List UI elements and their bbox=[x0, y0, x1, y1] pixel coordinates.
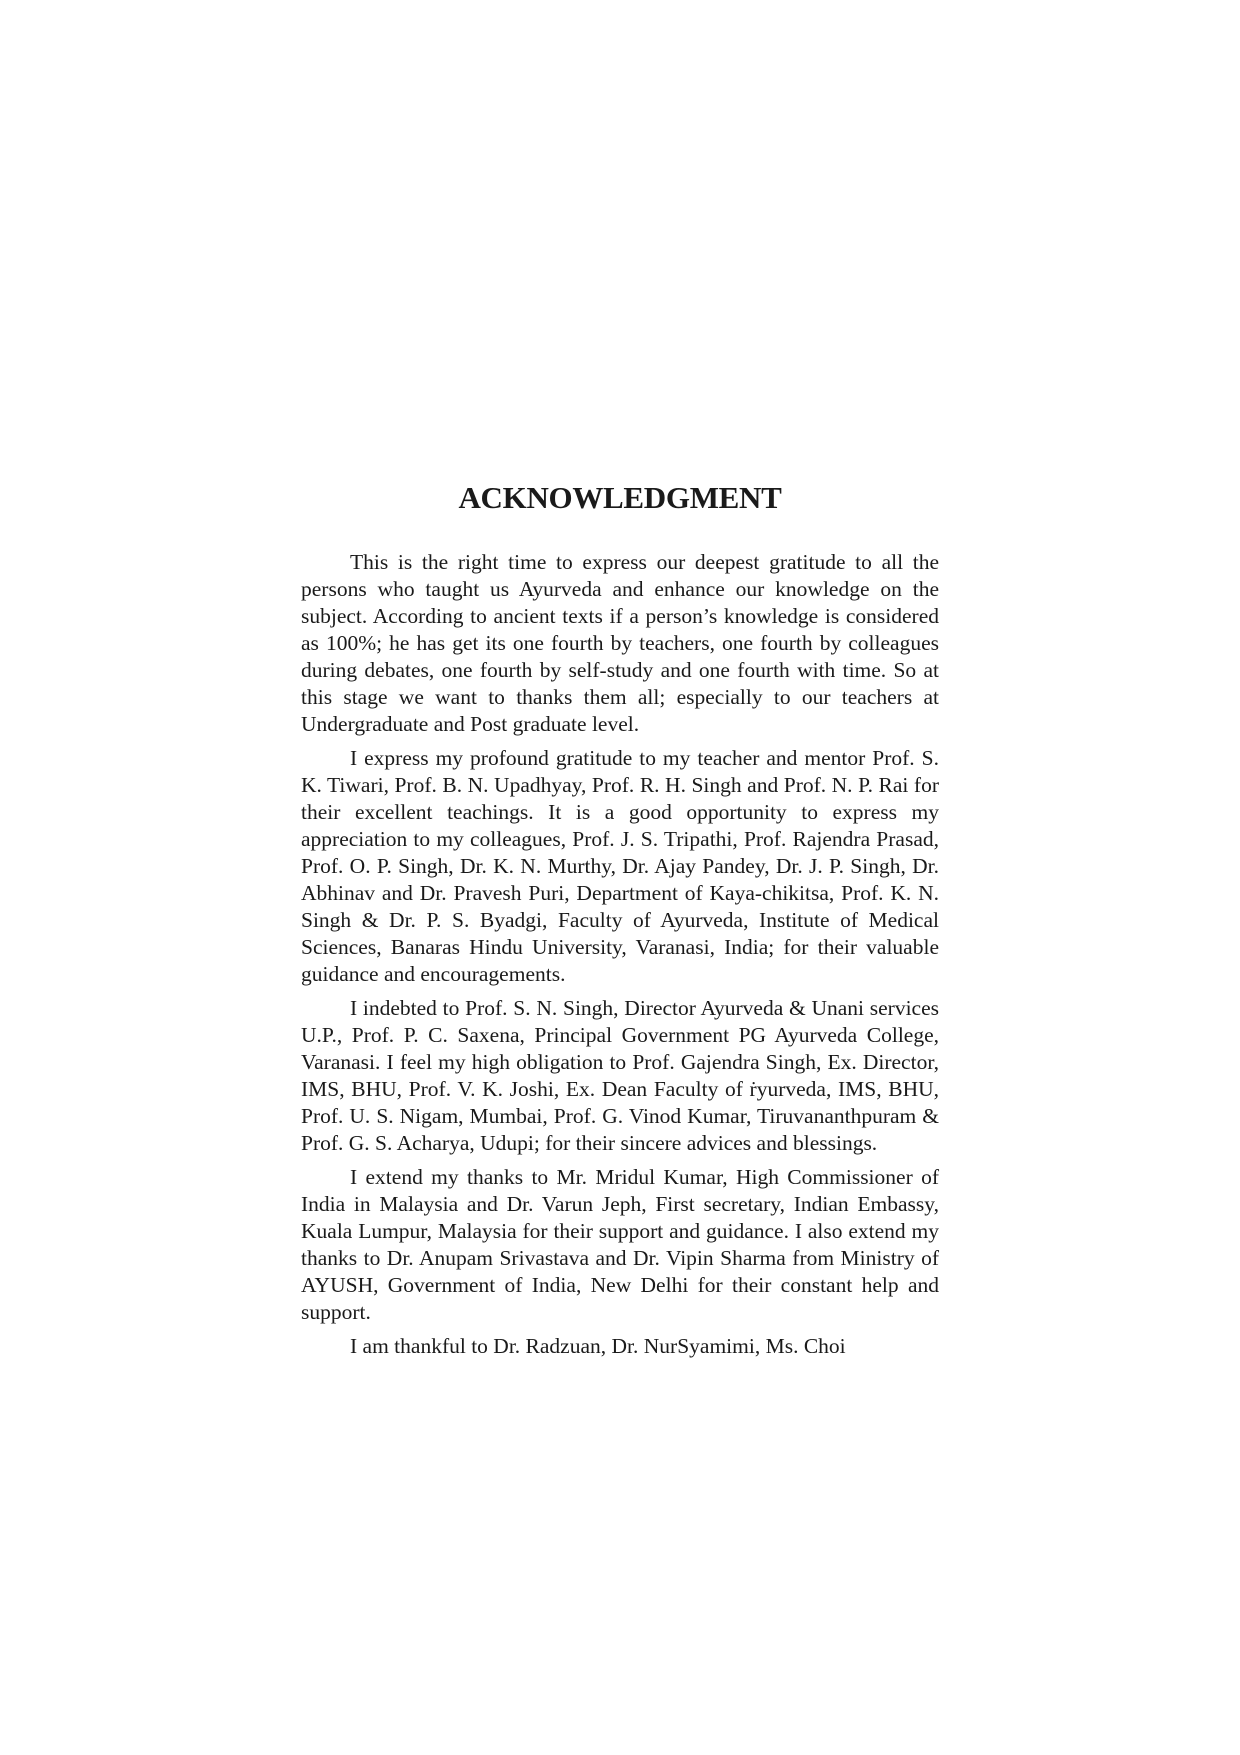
paragraph-3: I indebted to Prof. S. N. Singh, Director Ayurveda & Unani services U.P., Prof. P. C. Saxena, Principal Government PG Ayurveda College, Varanasi. I feel my high obligation to Prof. Gajendra Singh, Ex. Director, IMS, BHU, Prof. V. K. Joshi, Ex. Dean Faculty of ṙyurveda, IMS, BHU, Prof. U. S. Nigam, Mumbai, Prof. G. Vinod Kumar, Tiruvananthpuram & Prof. G. S. Acharya, Udupi; for their sincere advices and blessings. bbox=[301, 996, 939, 1155]
paragraph-2: I express my profound gratitude to my teacher and mentor Prof. S. K. Tiwari, Prof. B. N. Upadhyay, Prof. R. H. Singh and Prof. N. P. Rai for their excellent teachings. It is a good opportunity to express my appreciation to my colleagues, Prof. J. S. Tripathi, Prof. Rajendra Prasad, Prof. O. P. Singh, Dr. K. N. Murthy, Dr. Ajay Pandey, Dr. J. P. Singh, Dr. Abhinav and Dr. Pravesh Puri, Department of Kaya-chikitsa, Prof. K. N. Singh & Dr. P. S. Byadgi, Faculty of Ayurveda, Institute of Medical Sciences, Banaras Hindu University, Varanasi, India; for their valuable guidance and encouragements. bbox=[301, 746, 939, 986]
paragraph-1: This is the right time to express our deepest gratitude to all the persons who taught us Ayurveda and enhance our knowledge on the subject. According to ancient texts if a person’s knowledge is considered as 100%; he has get its one fourth by teachers, one fourth by colleagues during debates, one fourth by self-study and one fourth with time. So at this stage we want to thanks them all; especially to our teachers at Undergraduate and Post graduate level. bbox=[301, 550, 939, 736]
paragraph-5: I am thankful to Dr. Radzuan, Dr. NurSyamimi, Ms. Choi bbox=[350, 1334, 846, 1358]
paragraph-4: I extend my thanks to Mr. Mridul Kumar, High Commissioner of India in Malaysia and Dr. Varun Jeph, First secretary, Indian Embassy, Kuala Lumpur, Malaysia for their support and guidance. I also extend my thanks to Dr. Anupam Srivastava and Dr. Vipin Sharma from Ministry of AYUSH, Government of India, New Delhi for their constant help and support. bbox=[301, 1165, 939, 1324]
page-title: ACKNOWLEDGMENT bbox=[458, 480, 782, 515]
body-text bbox=[301, 549, 939, 1367]
